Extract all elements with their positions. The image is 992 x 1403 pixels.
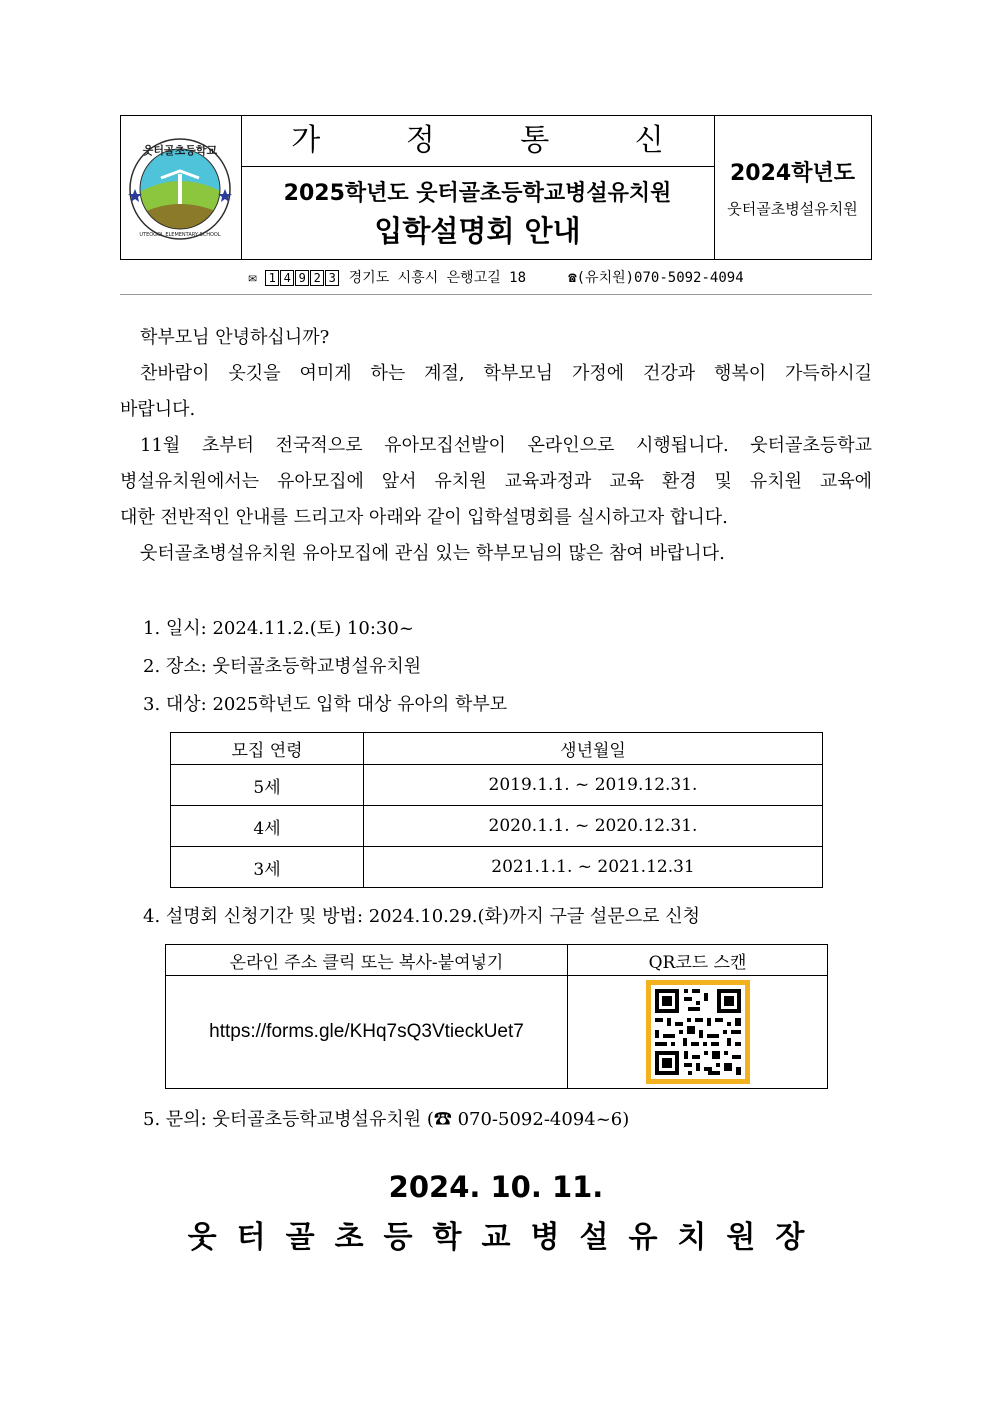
logo-text: 웃터골초등학교 [142,144,218,157]
phone-text: ☎(유치원)070-5092-4094 [568,270,744,286]
paragraph-line: 웃터골초병설유치원 유아모집에 관심 있는 학부모님의 많은 참여 바랍니다. [140,543,725,564]
item-datetime: 1. 일시: 2024.11.2.(토) 10:30~ [143,618,414,639]
paragraph-line: 바랍니다. [120,399,196,420]
logo-arc-text: UTEOGOL ELEMENTARY SCHOOL [139,232,221,238]
school-year: 2024학년도 [730,161,855,186]
zip-digit: 1 [265,270,279,286]
zip-digit: 9 [295,270,309,286]
greeting: 학부모님 안녕하십니까? [140,327,330,348]
kindergarten-title: 2025학년도 웃터골초등학교병설유치원 [283,181,672,206]
table-header: 온라인 주소 클릭 또는 복사-붙여넣기 [166,945,568,976]
main-title: 입학설명회 안내 [374,214,581,248]
table-header: 모집 연령 [171,733,364,765]
table-cell: 4세 [171,806,364,847]
table-cell: 2019.1.1. ~ 2019.12.31. [364,765,823,806]
item-application: 4. 설명회 신청기간 및 방법: 2024.10.29.(화)까지 구글 설문으로 신청 [143,906,700,927]
age-table [170,732,823,888]
table-header: QR코드 스캔 [568,945,828,976]
item-location: 2. 장소: 웃터골초등학교병설유치원 [143,656,422,677]
paragraph-line: 찬바람이 옷깃을 여미게 하는 계절, 학부모님 가정에 건강과 행복이 가득하시길 [140,363,872,384]
divider [120,294,872,295]
logo-cell [121,116,242,259]
table-header: 생년월일 [364,733,823,765]
table-cell: 5세 [171,765,364,806]
zip-digit: 4 [280,270,294,286]
qr-cell [568,976,828,1089]
issue-date: 2024. 10. 11. [388,1170,604,1204]
item-target: 3. 대상: 2025학년도 입학 대상 유아의 학부모 [143,694,508,715]
application-table [165,944,828,1089]
signature: 웃터골초등학교병설유치원장 [187,1220,825,1255]
zip-digit: 2 [310,270,324,286]
qr-code[interactable] [646,980,750,1084]
school-logo [121,116,241,259]
table-cell: 2021.1.1. ~ 2021.12.31 [364,847,823,888]
table-cell: 3세 [171,847,364,888]
paragraph-line: 11월 초부터 전국적으로 유아모집선발이 온라인으로 시행됩니다. 웃터골초등학교 [140,435,872,456]
school-name: 웃터골초병설유치원 [727,200,858,218]
table-cell: 2020.1.1. ~ 2020.12.31. [364,806,823,847]
year-cell [714,116,871,259]
form-link[interactable]: https://forms.gle/KHq7sQ3VtieckUet7 [209,1021,524,1042]
mail-icon: ✉ [248,270,257,286]
paragraph-line: 병설유치원에서는 유아모집에 앞서 유치원 교육과정과 교육 환경 및 유치원 교육에 [120,471,872,492]
form-link-cell [166,976,568,1089]
header-box [120,115,872,260]
page-title: 가 정 통 신 [241,116,714,167]
item-contact: 5. 문의: 웃터골초등학교병설유치원 (☎ 070-5092-4094~6) [143,1109,630,1130]
title-cell [241,116,715,259]
paragraph-line: 대한 전반적인 안내를 드리고자 아래와 같이 입학설명회를 실시하고자 합니다. [120,507,728,528]
address-line [120,267,872,287]
address-text: 경기도 시흥시 은행고길 18 [348,270,527,286]
zip-digit: 3 [325,270,339,286]
